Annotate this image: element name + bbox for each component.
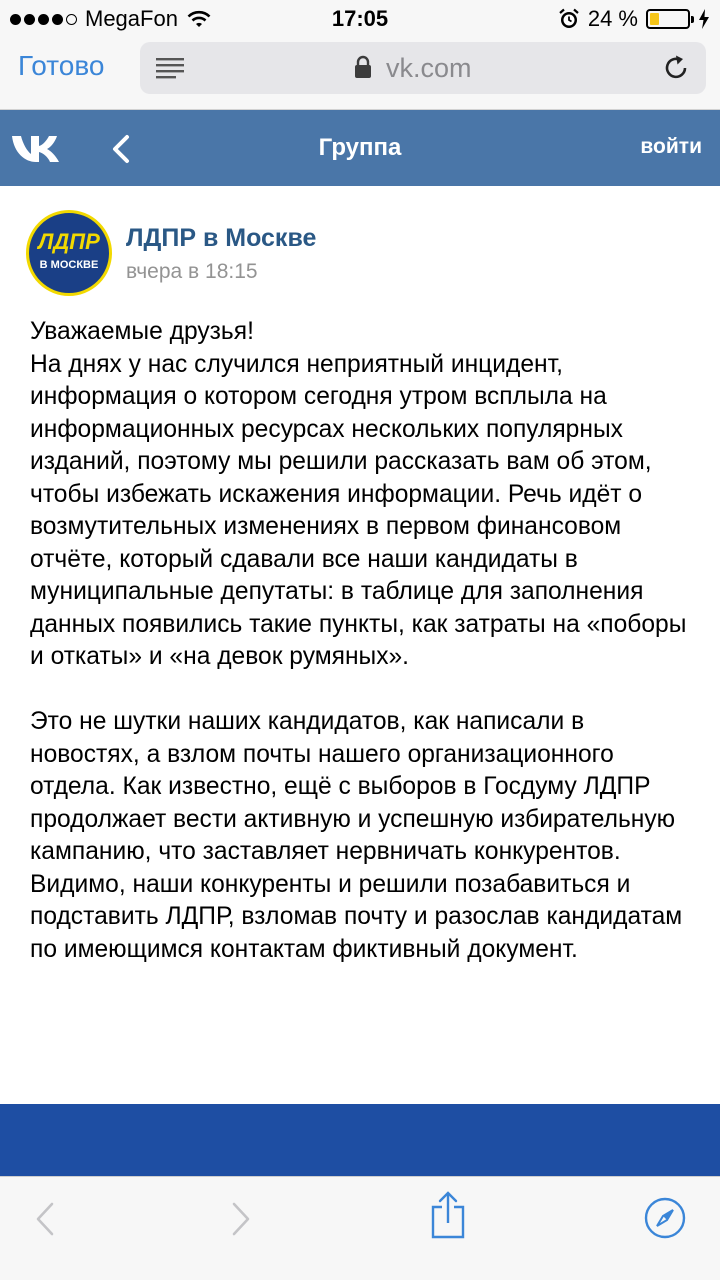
author-name-link[interactable]: ЛДПР в Москве: [126, 224, 317, 252]
lock-icon: [354, 55, 372, 79]
battery-level: [650, 13, 659, 25]
done-button[interactable]: Готово: [18, 50, 105, 81]
battery-icon: [646, 9, 690, 29]
carrier-name: MegaFon: [85, 6, 178, 31]
reader-icon[interactable]: [156, 56, 184, 80]
page-title: Группа: [318, 134, 402, 161]
battery-percent: 24 %: [587, 6, 638, 31]
charging-bolt-icon: [698, 9, 710, 29]
avatar[interactable]: [26, 210, 112, 296]
avatar-logo-subtext: В МОСКВЕ: [39, 259, 99, 271]
safari-forward-icon[interactable]: [230, 1201, 252, 1237]
post-date[interactable]: вчера в 18:15: [126, 260, 258, 283]
safari-back-icon[interactable]: [34, 1201, 56, 1237]
alarm-icon: [558, 8, 580, 30]
login-link[interactable]: войти: [640, 135, 702, 158]
reload-icon[interactable]: [662, 54, 690, 82]
status-bar: [0, 0, 720, 40]
status-right: [558, 6, 710, 32]
url-text: vk.com: [386, 53, 472, 83]
compass-icon[interactable]: [644, 1197, 686, 1239]
post-text: Уважаемые друзья! На днях у нас случился неприятный инцидент, информация о котором сегодня утром всплыла на информационных ресурсах нескольких популярных изданий, поэтому мы решили рассказать вам об этом, чтобы избежать искажения информации. Речь идёт о возмутительных изменениях в первом финансовом отчёте, который сдавали все наши кандидаты в муниципальные депутаты: в таблице для заполнения данных появились такие пункты, как затраты на «поборы и откаты» и «на девок румяных». Это не шутки наших кандидатов, как написали в новостях, а взлом почты нашего организационного отдела. Как известно, ещё с выборов в Госдуму ЛДПР продолжает вести активную и успешную избирательную кампанию, что заставляет нервничать конкурентов. Видимо, наши конкуренты и решили позабавиться и подставить ЛДПР, взломав почту и разослав кандидатам по имеющимся контактам фиктивный документ.: [30, 318, 687, 963]
vk-header: [0, 110, 720, 186]
share-icon[interactable]: [430, 1191, 466, 1239]
safari-top-bar: [0, 0, 720, 110]
bottom-banner: [0, 1104, 720, 1176]
safari-bottom-toolbar: [0, 1176, 720, 1280]
status-time: 17:05: [331, 6, 389, 31]
wall-post: [0, 186, 720, 1104]
avatar-logo-text: ЛДПР: [38, 229, 100, 254]
address-bar[interactable]: [140, 42, 706, 94]
